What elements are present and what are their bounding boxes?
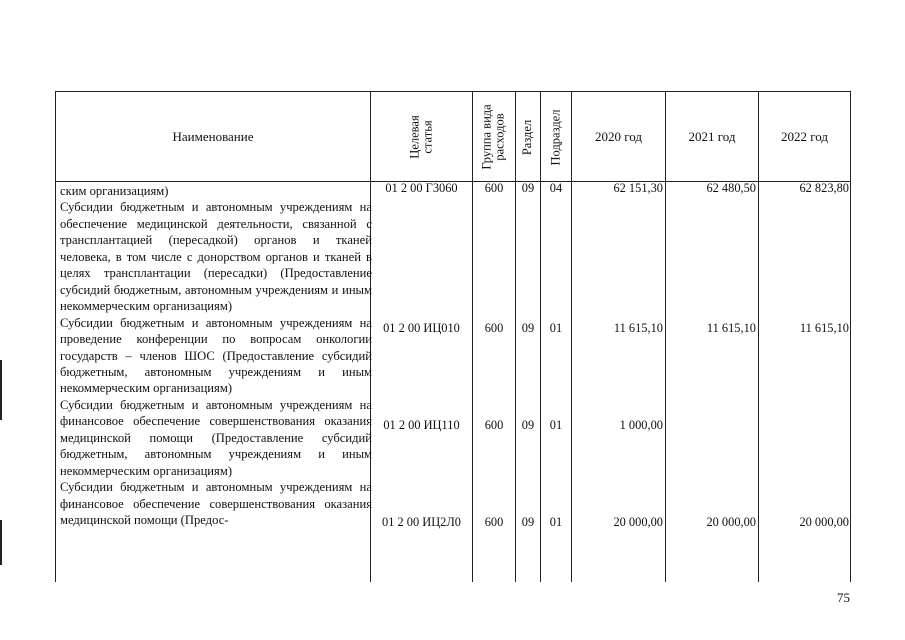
cell-target-article: 01 2 00 ИЦ110 [383,418,460,432]
header-year-2022-label: 2022 год [781,129,828,144]
header-section-label: Раздел [520,119,535,155]
cell-subsection: 01 [549,515,563,529]
cell-expense-group: 600 [484,181,504,195]
header-section [516,92,540,182]
header-expense-group [473,92,515,182]
header-subsection-label: Подраздел [548,109,563,165]
name-paragraph: Субсидии бюджетным и автономным учреждениям на проведение конференции по вопросам онкологии государств – членов ШОС (Предоставление субсидий бюджетным, автономным учреждениям и иным некоммерческим организациям) [60,315,372,396]
cell-year-2021: 20 000,00 [706,515,756,529]
scan-edge-mark [0,360,2,420]
header-subsection [541,92,571,182]
header-name [56,92,370,182]
header-year-2022 [759,92,850,182]
name-paragraph: Субсидии бюджетным и автономным учреждениям на финансовое обеспечение совершенствования оказания медицинской помощи (Предос- [60,480,372,528]
cell-section: 09 [521,181,535,195]
cell-target-article: 01 2 00 Г3060 [385,181,458,195]
cell-year-2020: 11 615,10 [613,321,663,335]
cell-target-article: 01 2 00 ИЦ010 [383,321,460,335]
cell-subsection: 01 [549,418,563,432]
header-year-2020-label: 2020 год [595,129,642,144]
name-paragraph: Субсидии бюджетным и автономным учреждениям на обеспечение медицинской деятельности, связанной с трансплантацией (пересадкой) органов и тканей человека, в том числе с донорством органов и тканей в целях трансплантации (пересадки) (Предоставление субсидий бюджетным, автономным учреждениям и иным некоммерческим организациям) [60,200,372,314]
budget-table [55,91,851,582]
cell-expense-group: 600 [484,321,504,335]
cell-year-2022: 11 615,10 [799,321,849,335]
header-year-2021-label: 2021 год [688,129,736,144]
scan-edge-mark [0,520,2,565]
cell-subsection: 01 [549,321,563,335]
name-paragraph: ским организациям) [60,184,169,198]
cell-year-2022: 62 823,80 [799,181,849,195]
cell-section: 09 [521,418,535,432]
header-expense-group-line1: Группа вида [480,104,495,170]
header-year-2020 [572,92,665,182]
cell-section: 09 [521,321,535,335]
cell-year-2021: 11 615,10 [706,321,756,335]
header-target-article-line2: статья [420,120,435,154]
column-divider [850,92,851,582]
header-target-article-line1: Целевая [407,115,422,159]
cell-subsection: 04 [549,181,563,195]
cell-expense-group: 600 [484,418,504,432]
cell-year-2022: 20 000,00 [799,515,849,529]
page-number: 75 [837,590,850,605]
header-name-label: Наименование [172,129,254,144]
cell-year-2021: 62 480,50 [706,181,756,195]
header-year-2021 [666,92,758,182]
cell-year-2020: 1 000,00 [619,418,663,432]
cell-expense-group: 600 [484,515,504,529]
cell-year-2020: 20 000,00 [613,515,663,529]
name-column-text [60,183,372,529]
name-paragraph: Субсидии бюджетным и автономным учреждениям на финансовое обеспечение совершенствования оказания медицинской помощи (Предоставление субсидий бюджетным, автономным учреждениям и иным некоммерческим организациям) [60,397,372,478]
cell-target-article: 01 2 00 ИЦ2Л0 [382,515,461,529]
header-target-article [371,92,472,182]
cell-section: 09 [521,515,535,529]
header-expense-group-line2: расходов [493,113,508,161]
cell-year-2020: 62 151,30 [613,181,663,195]
